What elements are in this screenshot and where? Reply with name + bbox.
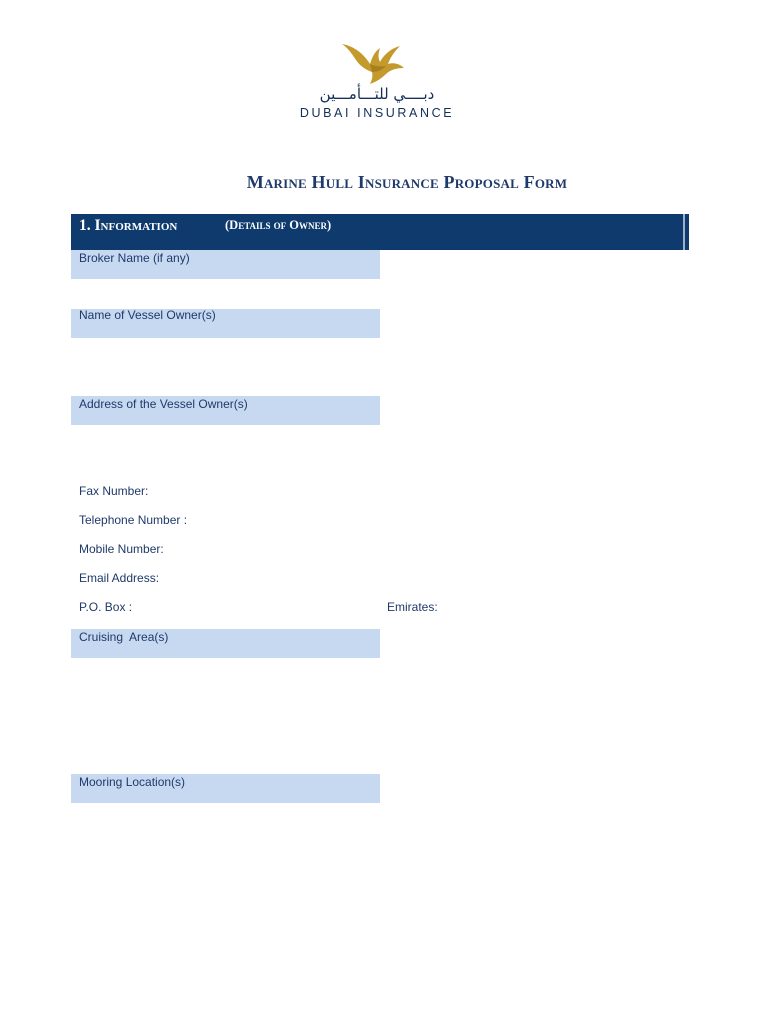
- cruising-area-field[interactable]: [390, 629, 680, 759]
- mobile-number-field[interactable]: [200, 542, 380, 558]
- email-address-label: Email Address:: [79, 571, 160, 585]
- section-heading: 1. Information: [79, 217, 178, 234]
- telephone-number-label: Telephone Number :: [79, 513, 188, 527]
- fax-number-label: Fax Number:: [79, 484, 149, 498]
- form-title: Marine Hull Insurance Proposal Form: [246, 172, 568, 192]
- emirates-label: Emirates:: [387, 600, 438, 614]
- vessel-owner-address-label: Address of the Vessel Owner(s): [79, 397, 248, 411]
- broker-name-field[interactable]: [390, 251, 680, 277]
- po-box-field[interactable]: [150, 600, 370, 616]
- po-box-label: P.O. Box :: [79, 600, 133, 614]
- logo-latin-text: DUBAI INSURANCE: [299, 106, 455, 120]
- falcon-logo-icon: [340, 40, 406, 86]
- vessel-owner-name-label: Name of Vessel Owner(s): [79, 308, 216, 322]
- section-header-bar: [71, 214, 689, 250]
- mooring-location-label: Mooring Location(s): [79, 775, 186, 789]
- fax-number-field[interactable]: [200, 484, 380, 500]
- section-subheading: (Details of Owner): [225, 218, 332, 232]
- mooring-location-field[interactable]: [390, 774, 680, 854]
- email-address-field[interactable]: [200, 571, 380, 587]
- section-bar-divider: [683, 214, 685, 250]
- broker-name-label: Broker Name (if any): [79, 251, 190, 265]
- company-logo: [292, 40, 462, 124]
- logo-arabic-text: دبــــي للتـــأمـــين: [319, 85, 435, 103]
- telephone-number-field[interactable]: [200, 513, 380, 529]
- cruising-area-label: Cruising Area(s): [79, 630, 169, 644]
- mobile-number-label: Mobile Number:: [79, 542, 164, 556]
- vessel-owner-name-field[interactable]: [390, 309, 680, 379]
- emirates-field[interactable]: [450, 600, 680, 616]
- vessel-owner-address-field[interactable]: [390, 396, 680, 466]
